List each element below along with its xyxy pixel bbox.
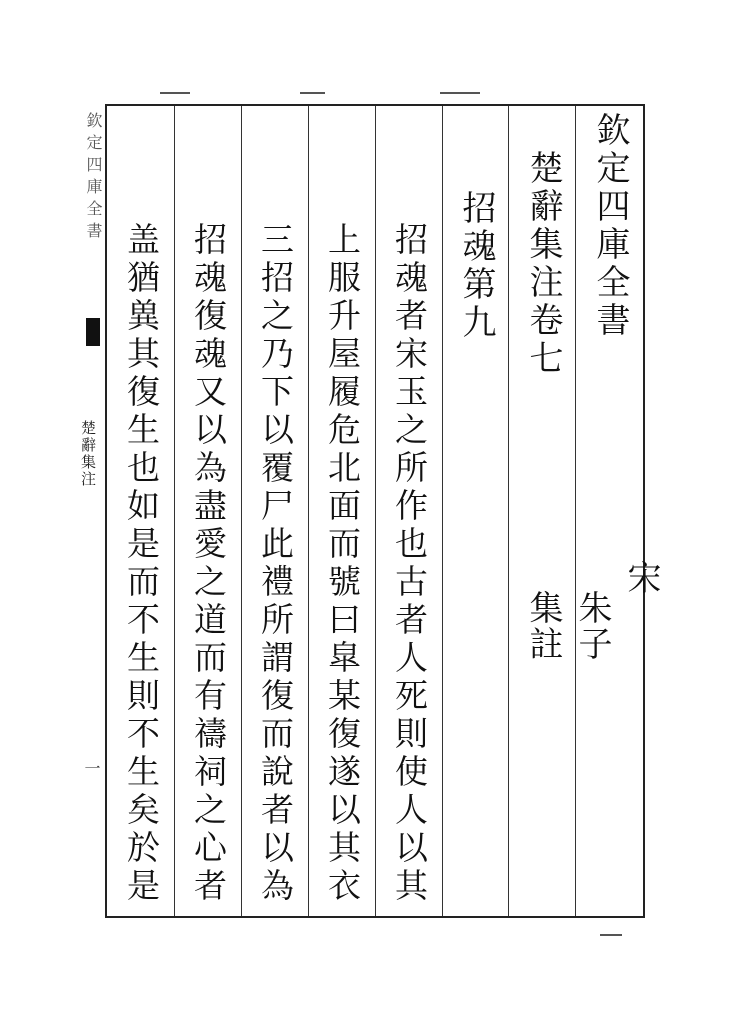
column-rule bbox=[442, 106, 443, 916]
scan-speck bbox=[600, 934, 622, 936]
author-role: 集註 bbox=[523, 590, 563, 662]
frame-right-border bbox=[643, 104, 645, 918]
gutter-book-label: 楚辭集注 bbox=[79, 420, 97, 488]
fishtail-mark bbox=[86, 318, 100, 346]
gutter-top-text: 欽定四庫全書 bbox=[84, 112, 103, 244]
column-rule bbox=[308, 106, 309, 916]
body-line: 上服升屋履危北面而號曰皐某復遂以其衣 bbox=[323, 222, 362, 906]
author-line bbox=[519, 560, 666, 662]
column-rule bbox=[508, 106, 509, 916]
page-header-title: 欽定四庫全書 bbox=[590, 112, 630, 340]
author-dynasty: 宋 bbox=[621, 560, 661, 596]
column-rule bbox=[174, 106, 175, 916]
page-number: 一 bbox=[82, 760, 101, 776]
column-rule bbox=[575, 106, 576, 916]
scan-speck bbox=[440, 92, 480, 94]
scan-speck bbox=[160, 92, 190, 94]
author-name: 朱子 bbox=[572, 590, 612, 662]
body-line: 盖猶兾其復生也如是而不生則不生矣於是 bbox=[122, 222, 161, 906]
column-rule bbox=[375, 106, 376, 916]
frame-bottom-border bbox=[105, 916, 645, 918]
chapter-title: 招魂第九 bbox=[456, 190, 496, 342]
column-rule bbox=[241, 106, 242, 916]
scan-speck bbox=[300, 92, 325, 94]
body-line: 招魂者宋玉之所作也古者人死則使人以其 bbox=[390, 222, 429, 906]
volume-title: 楚辭集注卷七 bbox=[523, 150, 563, 378]
body-line: 三招之乃下以覆尸此禮所謂復而說者以為 bbox=[256, 222, 295, 906]
frame-left-border bbox=[105, 104, 107, 918]
body-line: 招魂復魂又以為盡愛之道而有禱祠之心者 bbox=[189, 222, 228, 906]
